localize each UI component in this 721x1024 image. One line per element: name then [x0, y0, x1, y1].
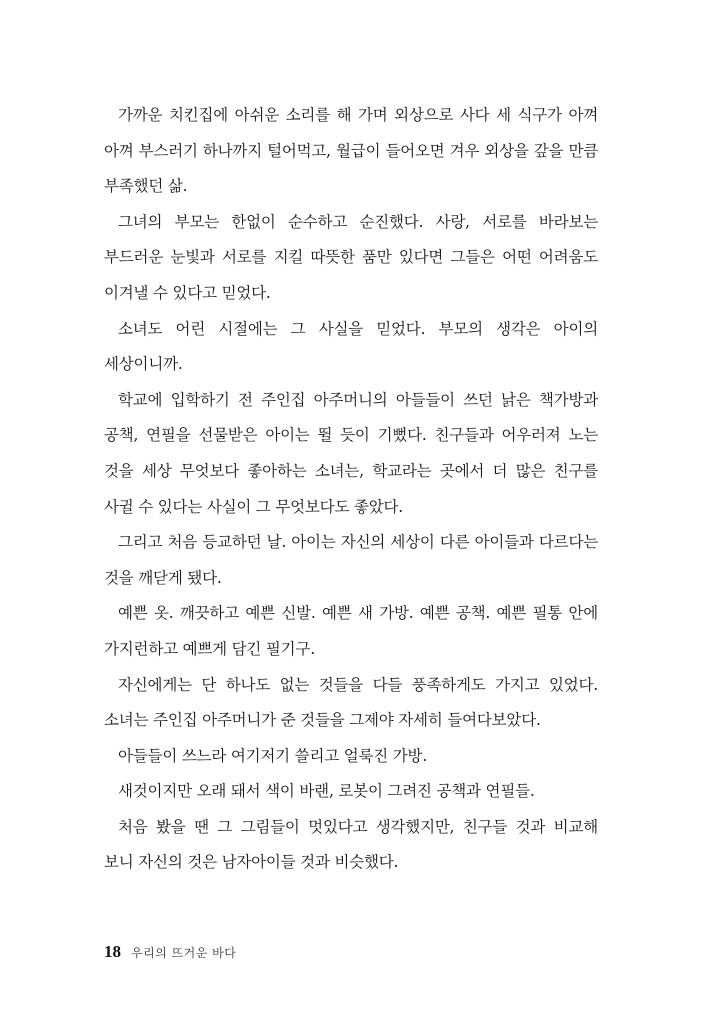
paragraph: 그녀의 부모는 한없이 순수하고 순진했다. 사랑, 서로를 바라보는 부드러운 눈빛과 서로를 지킬 따뜻한 품만 있다면 그들은 어떤 어려움도 이겨낼 수 있다고 믿었다.: [104, 212, 598, 302]
paragraph: 예쁜 옷. 깨끗하고 예쁜 신발. 예쁜 새 가방. 예쁜 공책. 예쁜 필통 안에 가지런하고 예쁘게 담긴 필기구.: [104, 604, 598, 658]
page-number: 18: [104, 942, 121, 961]
paragraph: 처음 봤을 땐 그 그림들이 멋있다고 생각했지만, 친구들 것과 비교해 보니 자신의 것은 남자아이들 것과 비슷했다.: [104, 817, 598, 872]
paragraph: 새것이지만 오래 돼서 색이 바랜, 로봇이 그려진 공책과 연필들.: [118, 782, 535, 801]
running-title: 우리의 뜨거운 바다: [131, 946, 237, 960]
paragraph: 학교에 입학하기 전 주인집 아주머니의 아들들이 쓰던 낡은 책가방과 공책, 연필을 선물받은 아이는 뛸 듯이 기뻤다. 친구들과 어우러져 노는 것을 세상 무엇보다 좋아하는 소녀는, 학교라는 곳에서 더 많은 친구를 사귈 수 있다는 사실이 그 무엇보다도 좋았다.: [104, 390, 598, 516]
paragraph: 가까운 치킨집에 아쉬운 소리를 해 가며 외상으로 사다 세 식구가 아껴 아껴 부스러기 하나까지 털어먹고, 월급이 들어오면 겨우 외상을 갚을 만큼 부족했던 삶.: [104, 106, 598, 196]
paragraph: 소녀도 어린 시절에는 그 사실을 믿었다. 부모의 생각은 아이의 세상이니까.: [104, 319, 598, 374]
page-footer: [104, 942, 236, 974]
body-text: [104, 98, 598, 881]
paragraph: 아들들이 쓰느라 여기저기 쓸리고 얼룩진 가방.: [118, 746, 428, 765]
paragraph: 자신에게는 단 하나도 없는 것들을 다들 풍족하게도 가지고 있었다. 소녀는 주인집 아주머니가 준 것들을 그제야 자세히 들여다보았다.: [104, 675, 598, 730]
paragraph: 그리고 처음 등교하던 날. 아이는 자신의 세상이 다른 아이들과 다르다는 것을 깨닫게 됐다.: [104, 533, 598, 587]
